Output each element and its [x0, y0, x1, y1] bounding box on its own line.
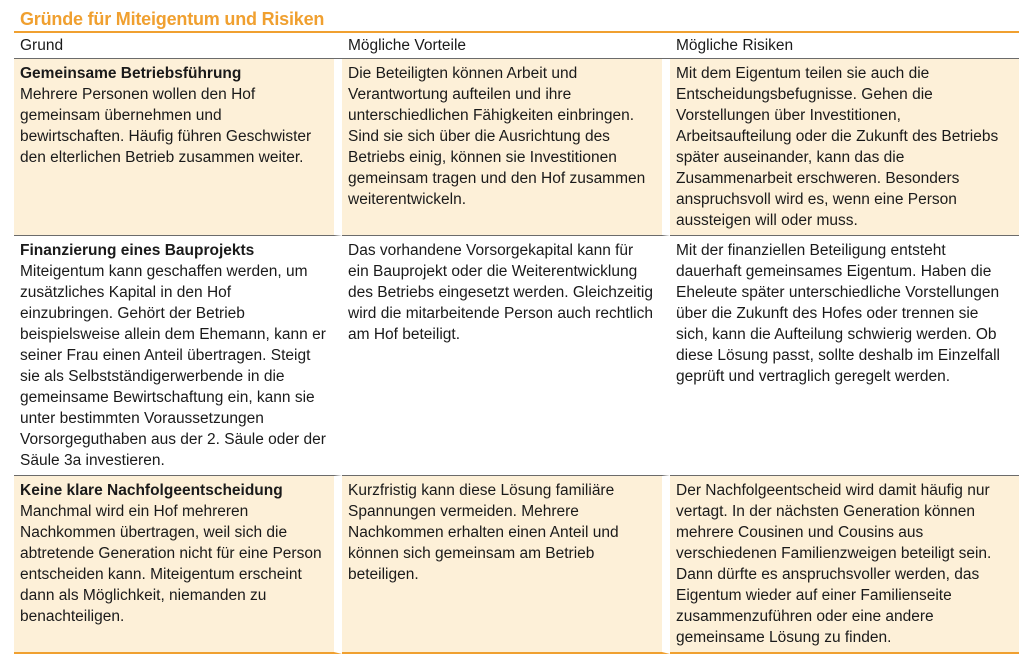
reason-cell	[14, 59, 342, 236]
risks-cell: Der Nachfolgeentscheid wird damit häufig nur vertagt. In der nächsten Generation können mehrere Cousinen und Cousins aus verschiedenen Familienzweigen beteiligt sein. Dann dürfte es anspruchsvoller werden, das Eigentum wieder auf einer Familienseite zusammenzuführen oder eine andere gemeinsame Lösung zu finden.	[670, 476, 1019, 654]
advantages-cell: Das vorhandene Vorsorgekapital kann für ein Bauprojekt oder die Weiterentwicklung des Betriebs eingesetzt werden. Gleichzeitig wird die mitarbeitende Person auch rechtlich am Hof beteiligt.	[342, 236, 670, 476]
risks-cell: Mit dem Eigentum teilen sie auch die Entscheidungsbefugnisse. Gehen die Vorstellungen über Investitionen, Arbeitsaufteilung oder die Zukunft des Betriebs später auseinander, kann das die Zusammenarbeit erschweren. Besonders anspruchsvoll wird es, wenn eine Person aussteigen will oder muss.	[670, 59, 1019, 236]
risks-cell: Mit der finanziellen Beteiligung entsteht dauerhaft gemeinsames Eigentum. Haben die Eheleute später unterschiedliche Vorstellungen über die Zukunft des Hofes oder trennen sie sich, kann die Aufteilung schwierig werden. Ob diese Lösung passt, sollte deshalb im Einzelfall geprüft und vertraglich geregelt werden.	[670, 236, 1019, 476]
reason-text: Miteigentum kann geschaffen werden, um zusätzliches Kapital in den Hof einzubringen. Gehört der Betrieb beispielsweise allein dem Ehemann, kann er seiner Frau einen Anteil übertragen. Steigt sie als Selbstständigerwerbende in die gemeinsame Bewirtschaftung ein, kann sie unter bestimmten Voraussetzungen Vorsorgeguthaben aus der 2. Säule oder der Säule 3a investieren.	[20, 263, 326, 469]
header-advantages: Mögliche Vorteile	[342, 33, 670, 59]
risk-table	[14, 33, 1019, 654]
header-reason: Grund	[14, 33, 342, 59]
reason-title: Finanzierung eines Bauprojekts	[20, 242, 255, 259]
reason-text: Manchmal wird ein Hof mehreren Nachkommen übertragen, weil sich die abtretende Generation nicht für eine Person entscheiden kann. Miteigentum erscheint dann als Möglichkeit, niemanden zu benachteiligen.	[20, 503, 322, 625]
table-title: Gründe für Miteigentum und Risiken	[14, 7, 1019, 33]
reason-cell	[14, 476, 342, 654]
header-row	[14, 33, 1019, 59]
reason-title: Keine klare Nachfolgeentscheidung	[20, 482, 283, 499]
table-row	[14, 476, 1019, 654]
reason-cell	[14, 236, 342, 476]
table-row	[14, 59, 1019, 236]
table-row	[14, 236, 1019, 476]
document-page	[14, 0, 1019, 654]
header-risks: Mögliche Risiken	[670, 33, 1019, 59]
reason-title: Gemeinsame Betriebsführung	[20, 65, 242, 82]
reason-text: Mehrere Personen wollen den Hof gemeinsam übernehmen und bewirtschaften. Häufig führen Geschwister den elterlichen Betrieb zusammen weiter.	[20, 86, 312, 166]
advantages-cell: Die Beteiligten können Arbeit und Verantwortung aufteilen und ihre unterschiedlichen Fähigkeiten einbringen. Sind sie sich über die Ausrichtung des Betriebs einig, können sie Investitionen gemeinsam tragen und den Hof zusammen weiterentwickeln.	[342, 59, 670, 236]
advantages-cell: Kurzfristig kann diese Lösung familiäre Spannungen vermeiden. Mehrere Nachkommen erhalten einen Anteil und können sich gemeinsam am Betrieb beteiligen.	[342, 476, 670, 654]
